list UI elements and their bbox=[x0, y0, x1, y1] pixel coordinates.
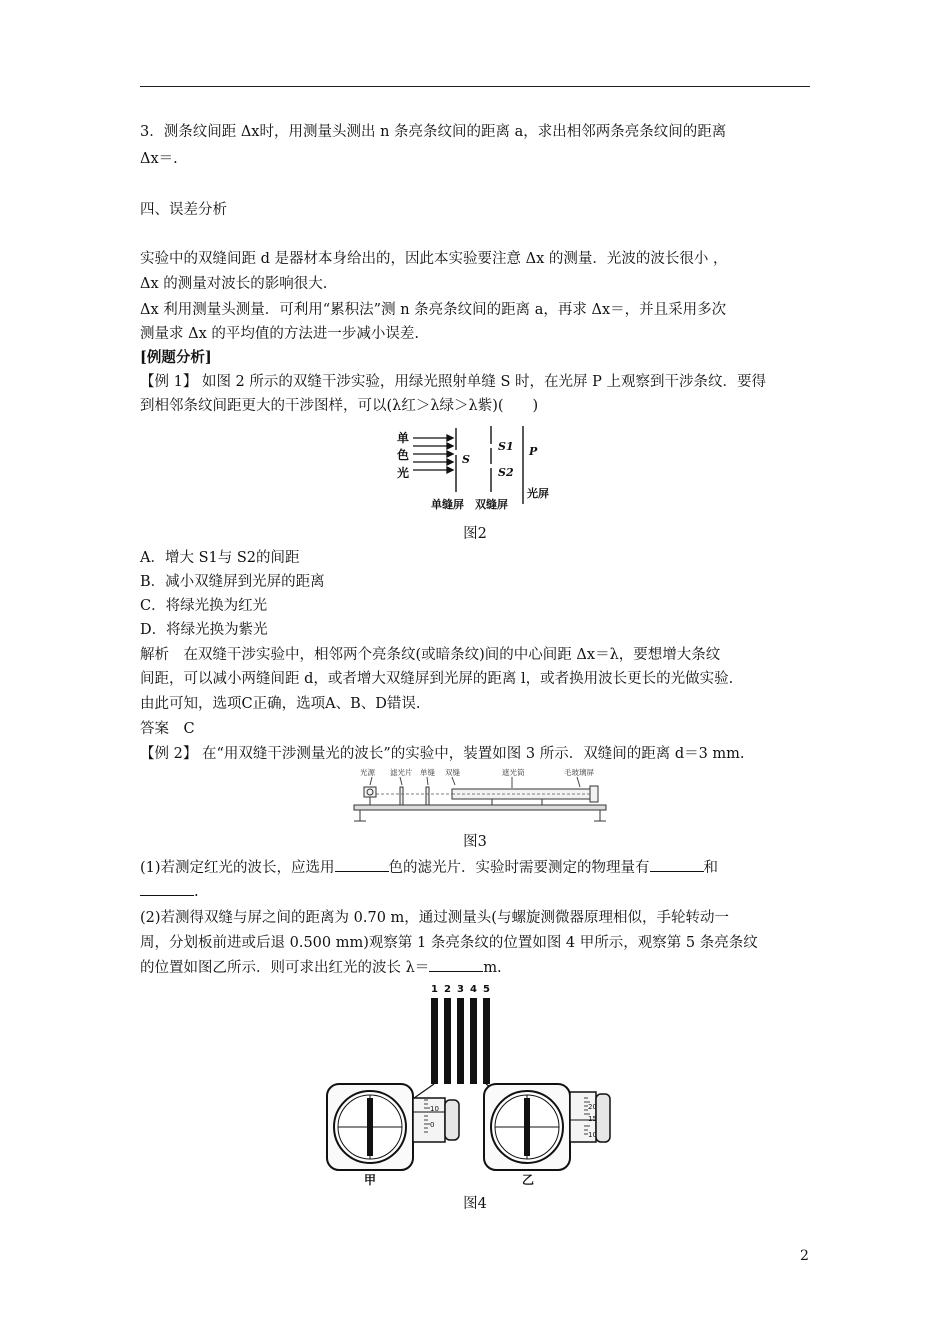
right-scale-15: 15 bbox=[588, 1115, 597, 1123]
question-2-line1: (2)若测得双缝与屏之间的距离为 0.70 m，通过测量头(与螺旋测微器原理相似，手轮转动一 bbox=[140, 910, 729, 926]
fringe-number-2: 2 bbox=[444, 984, 451, 995]
q1-end: . bbox=[194, 884, 199, 900]
analysis-line-1: 解析 在双缝干涉实验中，相邻两个亮条纹(或暗条纹)间的中心间距 Δx＝λ，要想增大条纹 bbox=[140, 647, 721, 663]
fringe-number-5: 5 bbox=[483, 984, 490, 995]
figure-3-caption: 图3 bbox=[463, 834, 487, 850]
right-scale-10: 10 bbox=[588, 1131, 597, 1139]
answer-blank-quantity-2 bbox=[140, 881, 194, 896]
right-scale-20: 20 bbox=[588, 1103, 597, 1111]
question-1-line2 bbox=[140, 880, 820, 904]
option-c: C．将绿光换为红光 bbox=[140, 598, 268, 614]
q2-part-b: m. bbox=[483, 960, 502, 976]
option-b: B．减小双缝屏到光屏的距离 bbox=[140, 574, 325, 590]
fig2-double-slit-label: 双缝屏 bbox=[475, 498, 508, 511]
fig3-label-glass-screen: 毛玻璃屏 bbox=[564, 768, 594, 777]
examples-heading: [例题分析] bbox=[140, 349, 212, 366]
paragraph-3-line1: 3．测条纹间距 Δx时，用测量头测出 n 条亮条纹间的距离 a，求出相邻两条亮条纹间的距离 bbox=[140, 124, 727, 140]
q1-part-2: 色的滤光片．实验时需要测定的物理量有 bbox=[388, 860, 650, 876]
fig3-label-filter: 滤光片 bbox=[390, 768, 413, 777]
fig3-label-double-slit: 双缝 bbox=[445, 768, 460, 777]
fig3-label-tube: 遮光筒 bbox=[502, 768, 525, 777]
error-line-2: Δx 的测量对波长的影响很大. bbox=[140, 276, 328, 292]
fig2-light-label-3: 光 bbox=[397, 466, 410, 480]
fig4-label-yi: 乙 bbox=[522, 1173, 535, 1187]
answer-blank-quantity-1 bbox=[650, 857, 704, 872]
fig2-s1-label: S1 bbox=[498, 440, 514, 453]
fringe-number-4: 4 bbox=[470, 984, 477, 995]
fig3-filter bbox=[400, 787, 403, 805]
fig3-eyepiece bbox=[590, 786, 598, 802]
left-scale-0: 0 bbox=[430, 1121, 435, 1129]
figure-4-caption: 图4 bbox=[463, 1196, 487, 1212]
error-line-1: 实验中的双缝间距 d 是器材本身给出的，因此本实验要注意 Δx 的测量．光波的波长很小 ， bbox=[140, 251, 728, 267]
section-4-title: 四、误差分析 bbox=[140, 202, 227, 218]
figure-3-apparatus bbox=[352, 767, 608, 825]
analysis-line-2: 间距，可以减小两缝间距 d，或者增大双缝屏到光屏的距离 l，或者换用波长更长的光做实验. bbox=[140, 671, 734, 687]
fig2-single-slit-label: 单缝屏 bbox=[431, 498, 464, 511]
fig2-s2-label: S2 bbox=[498, 466, 514, 479]
fig3-rail bbox=[354, 805, 606, 810]
analysis-line-3: 由此可知，选项C正确，选项A、B、D错误. bbox=[140, 696, 421, 712]
fringe-number-3: 3 bbox=[457, 984, 464, 995]
fig3-label-single-slit: 单缝 bbox=[420, 768, 435, 777]
q2-part-a: 的位置如图乙所示．则可求出红光的波长 λ＝ bbox=[140, 960, 430, 976]
figure-2-caption: 图2 bbox=[463, 526, 487, 542]
example-2-line1: 【例 2】 在“用双缝干涉测量光的波长”的实验中，装置如图 3 所示．双缝间的距离 d＝3 mm. bbox=[140, 746, 745, 762]
fig2-p-label: P bbox=[529, 445, 538, 458]
fig2-light-label-1: 单 bbox=[397, 431, 410, 445]
answer-line: 答案 C bbox=[140, 721, 195, 737]
q1-part-3: 和 bbox=[703, 860, 719, 876]
fringe-pattern bbox=[431, 998, 490, 1084]
header-rule bbox=[140, 86, 810, 87]
fig2-light-label-2: 色 bbox=[397, 448, 410, 462]
figure-2-diagram bbox=[395, 424, 565, 516]
figure-4-measurement bbox=[322, 980, 642, 1190]
answer-blank-wavelength bbox=[429, 957, 483, 972]
option-d: D．将绿光换为紫光 bbox=[140, 622, 268, 638]
fringe-number-1: 1 bbox=[431, 984, 438, 995]
fig3-label-light-source: 光源 bbox=[360, 768, 375, 777]
answer-blank-filter-color bbox=[335, 857, 389, 872]
fig2-screen-label: 光屏 bbox=[527, 487, 549, 500]
measuring-head-left bbox=[327, 1084, 459, 1170]
measuring-head-right bbox=[484, 1084, 610, 1170]
question-2-line2: 周，分划板前进或后退 0.500 mm)观察第 1 条亮条纹的位置如图 4 甲所示，观察第 5 条亮条纹 bbox=[140, 935, 758, 951]
fig4-label-jia: 甲 bbox=[364, 1173, 377, 1187]
question-2-line3 bbox=[140, 956, 820, 980]
fig3-single-slit bbox=[426, 787, 429, 805]
question-1-line1 bbox=[140, 856, 820, 880]
example-1-line2: 到相邻条纹间距更大的干涉图样，可以(λ红＞λ绿＞λ紫)( ) bbox=[140, 398, 539, 414]
page-number: 2 bbox=[800, 1248, 809, 1264]
error-line-4: 测量求 Δx 的平均值的方法进一步减小误差. bbox=[140, 326, 419, 342]
example-1-line1: 【例 1】 如图 2 所示的双缝干涉实验，用绿光照射单缝 S 时，在光屏 P 上观察到干涉条纹．要得 bbox=[140, 374, 767, 390]
error-line-3: Δx 利用测量头测量．可利用“累积法”测 n 条亮条纹间的距离 a，再求 Δx＝，并且采用多次 bbox=[140, 302, 727, 318]
q1-part-1: (1)若测定红光的波长，应选用 bbox=[140, 860, 335, 876]
fig2-light-arrows bbox=[413, 435, 453, 473]
fig2-s-label: S bbox=[462, 453, 470, 466]
left-scale-10: 10 bbox=[430, 1105, 439, 1113]
paragraph-3-line2: Δx＝. bbox=[140, 151, 178, 167]
option-a: A．增大 S1与 S2的间距 bbox=[140, 550, 300, 566]
